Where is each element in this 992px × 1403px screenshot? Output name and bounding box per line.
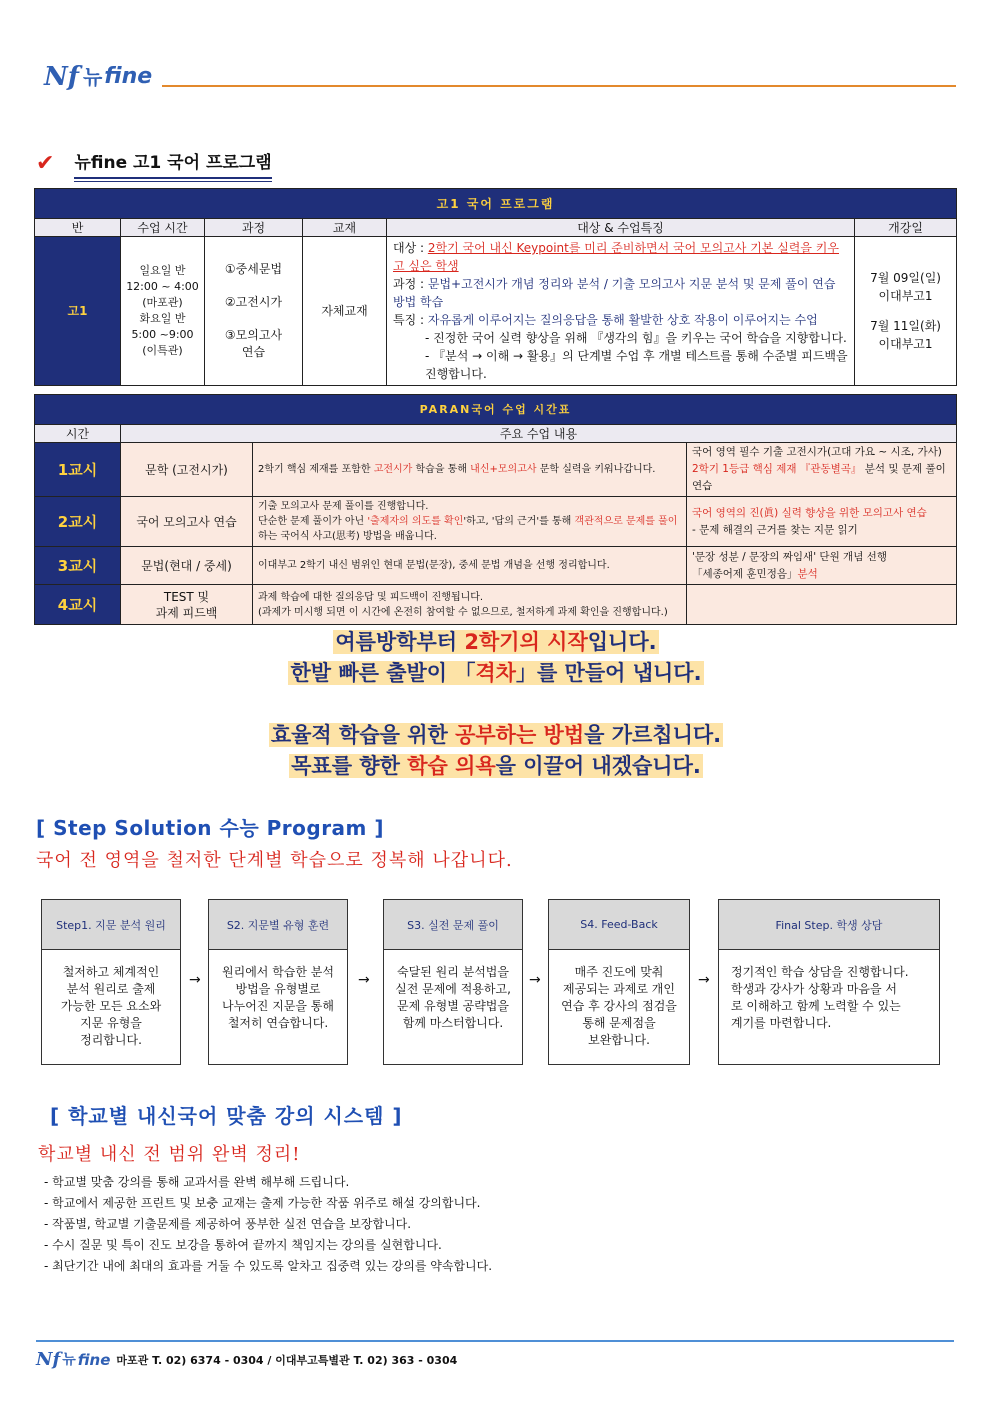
schedule-line: (마포관) <box>142 296 183 309</box>
slogan-highlight <box>288 661 703 685</box>
course-label: 과정 : <box>393 277 428 291</box>
col-header: 수업 시간 <box>121 219 205 237</box>
slogan-text: 을 이끌어 내겠습니다. <box>495 754 701 778</box>
course-list <box>205 237 303 386</box>
slogan-emphasis: 격차 <box>475 661 516 685</box>
section-title-text: 뉴fine 고1 국어 프로그램 <box>74 148 271 179</box>
footer-divider <box>36 1340 954 1342</box>
class-name: 고1 <box>35 237 121 386</box>
period-cell: 4교시 <box>35 585 121 625</box>
brand-logo <box>44 58 152 92</box>
step-line: 원리에서 학습한 분석 <box>222 965 334 979</box>
course-item: ①중세문법 <box>224 262 283 276</box>
header-divider <box>162 85 956 87</box>
schedule-line: 12:00 ~ 4:00 <box>126 280 199 293</box>
note-highlight: 국어 영역의 진(眞) 실력 향상을 위한 모의고사 연습 <box>692 506 927 519</box>
open-date: 7월 11일(화) <box>870 319 941 333</box>
slogan-text: 」를 만들어 냅니다. <box>515 661 702 685</box>
subject-line: 과제 피드백 <box>155 605 218 620</box>
course-text: 문법+고전시가 개념 정리와 분석 / 기출 모의고사 지문 분석 및 문제 풀이 연습 방법 학습 <box>393 277 836 309</box>
step-line: 지문 유형을 <box>80 1016 142 1030</box>
content-text: (과제가 미시행 되면 이 시간에 온전히 참여할 수 없으므로, 철저하게 과제 확인을 진행합니다.) <box>258 606 668 618</box>
subject-line: TEST 및 <box>163 589 210 604</box>
timetable-header <box>35 425 957 443</box>
table-row <box>35 497 957 547</box>
content-highlight: 고전시가 <box>373 464 413 475</box>
step-box-2 <box>208 899 348 1065</box>
slogan-line-3 <box>0 719 992 749</box>
note-text: '문장 성분 / 문장의 짜임새' 단원 개념 선행 <box>692 550 887 563</box>
content-text: 문학 실력을 키워나갑니다. <box>536 464 656 475</box>
step-line: 철저하고 체계적인 <box>62 965 160 979</box>
target-line <box>393 239 848 275</box>
slogan-emphasis: 공부하는 방법 <box>455 723 585 747</box>
page-footer <box>36 1350 457 1370</box>
step-line: 철저히 연습합니다. <box>227 1016 329 1030</box>
step-line: 방법을 유형별로 <box>235 982 321 996</box>
slogan-line-2 <box>0 657 992 687</box>
step-head: S4. Feed-Back <box>549 900 689 950</box>
arrow-right-icon: → <box>698 972 710 988</box>
schedule-line: 5:00 ~9:00 <box>131 328 194 341</box>
list-item: - 학교에서 제공한 프린트 및 보충 교재는 출제 가능한 작품 위주로 해설 강의합니다. <box>44 1196 481 1210</box>
step-body <box>719 950 939 1032</box>
logo-korean: 뉴 <box>82 65 103 89</box>
list-item: - 수시 질문 및 특이 진도 보강을 통하여 끝까지 책임지는 강의를 실현합니다. <box>44 1238 442 1252</box>
program-table <box>34 188 957 386</box>
step-line: 숙달된 원리 분석법을 <box>397 965 509 979</box>
slogan-emphasis: 학습 의욕 <box>407 754 496 778</box>
slogan-emphasis: 2학기의 시작 <box>464 630 588 654</box>
content-cell: 이대부고 2학기 내신 범위인 현대 문법(문장), 중세 문법 개념을 선행 정리합니다. <box>253 547 687 585</box>
note-text: 분석 및 문제 풀이 연습 <box>692 463 946 492</box>
arrow-right-icon: → <box>189 972 201 988</box>
course-item: 연습 <box>241 345 266 359</box>
content-text: 학습을 통해 <box>412 464 471 475</box>
content-text: 2학기 핵심 제재를 포함한 <box>258 464 374 475</box>
course-item: ②고전시가 <box>224 295 283 309</box>
schedule-line: 화요일 반 <box>139 312 186 325</box>
program-table-header <box>35 219 957 237</box>
page-header <box>44 58 956 92</box>
content-highlight: 객관적으로 문제를 풀이 <box>574 516 678 527</box>
content-text: 기출 모의고사 문제 풀이를 진행합니다. <box>258 501 429 512</box>
class-schedule <box>121 237 205 386</box>
subject-cell: 문법(현대 / 중세) <box>121 547 253 585</box>
content-line <box>258 514 681 544</box>
col-header: 개강일 <box>855 219 957 237</box>
step-box-3 <box>383 899 523 1065</box>
step-head: Step1. 지문 분석 원리 <box>42 900 180 950</box>
open-date: 7월 09일(일) <box>870 271 941 285</box>
step-body <box>384 950 522 1032</box>
step-head: S2. 지문별 유형 훈련 <box>209 900 347 950</box>
program-description <box>387 237 855 386</box>
step-body <box>549 950 689 1049</box>
slogan-highlight <box>289 754 703 778</box>
table-row <box>35 585 957 625</box>
course-line <box>393 275 848 311</box>
step-line: 계기를 마련합니다. <box>731 1016 832 1030</box>
timetable-caption: PARAN국어 수업 시간표 <box>35 395 957 425</box>
note-cell <box>687 585 957 625</box>
content-cell <box>253 443 687 497</box>
step-line: 함께 마스터합니다. <box>402 1016 504 1030</box>
timetable <box>34 394 957 625</box>
step-line: 제공되는 과제로 개인 <box>563 982 675 996</box>
slogan-highlight <box>269 723 723 747</box>
subject-cell: 문학 (고전시가) <box>121 443 253 497</box>
step-line: 나누어진 지문을 통해 <box>222 999 334 1013</box>
slogan-text: 입니다. <box>587 630 657 654</box>
note-highlight: 2학기 1등급 핵심 제재 『관동별곡』 <box>692 463 862 475</box>
subject-cell <box>121 585 253 625</box>
step-line: 매주 진도에 맞춰 <box>574 965 664 979</box>
subject-cell: 국어 모의고사 연습 <box>121 497 253 547</box>
content-highlight: '출제자의 의도를 확인 <box>367 516 464 527</box>
step-box-1 <box>41 899 181 1065</box>
section-title <box>36 148 272 179</box>
footer-logo-english: fine <box>77 1351 111 1369</box>
note-cell <box>687 497 957 547</box>
slogan-text: 효율적 학습을 위한 <box>270 723 456 747</box>
footer-logo-mark: Nf <box>36 1349 61 1370</box>
slogan-line-4 <box>0 750 992 780</box>
col-header: 주요 수업 내용 <box>121 425 957 443</box>
content-text: 과제 학습에 대한 질의응답 및 피드백이 진행됩니다. <box>258 591 484 603</box>
footer-logo-korean: 뉴 <box>62 1352 76 1368</box>
school-system-title: [ 학교별 내신국어 맞춤 강의 시스템 ] <box>50 1104 403 1128</box>
arrow-right-icon: → <box>358 972 370 988</box>
content-text: '하고, '답의 근거'를 통해 <box>463 516 575 527</box>
feature-detail: - 『분석 → 이해 → 활용』의 단계별 수업 후 개별 테스트를 통해 수준별 피드백을 진행합니다. <box>425 349 848 381</box>
check-icon: ✔ <box>36 151 55 176</box>
content-text: 하는 국어식 사고(思考) 방법을 배웁니다. <box>258 531 437 542</box>
slogan-text: 을 가르칩니다. <box>584 723 722 747</box>
slogan-text: 여름방학부터 <box>335 630 465 654</box>
logo-mark: Nf <box>44 62 79 92</box>
textbook: 자체교재 <box>303 237 387 386</box>
period-cell: 2교시 <box>35 497 121 547</box>
step-solution-title: [ Step Solution 수능 Program ] <box>36 816 384 840</box>
step-head: S3. 실전 문제 풀이 <box>384 900 522 950</box>
note-highlight: 분석 <box>797 567 818 580</box>
period-cell: 3교시 <box>35 547 121 585</box>
course-item: ③모의고사 <box>224 328 283 342</box>
footer-contact: 마포관 T. 02) 6374 - 0304 / 이대부고특별관 T. 02) 363 - 0304 <box>116 1354 458 1367</box>
step-line: 실전 문제에 적용하고, <box>395 982 511 996</box>
schedule-line: 일요일 반 <box>139 264 186 277</box>
table-row <box>35 443 957 497</box>
schedule-line: (이특관) <box>142 344 183 357</box>
list-item: - 최단기간 내에 최대의 효과를 거둘 수 있도록 알차고 집중력 있는 강의를 약속합니다. <box>44 1259 493 1273</box>
table-row <box>35 547 957 585</box>
content-cell <box>253 585 687 625</box>
step-line: 가능한 모든 요소와 <box>60 999 162 1013</box>
target-text: 2학기 국어 내신 Keypoint를 미리 준비하면서 국어 모의고사 기본 실력을 키우고 싶은 학생 <box>393 241 839 273</box>
feature-line <box>393 311 848 329</box>
arrow-right-icon: → <box>529 972 541 988</box>
col-header: 과정 <box>205 219 303 237</box>
step-line: 정리합니다. <box>80 1033 142 1047</box>
content-text: 단순한 문제 풀이가 아닌 <box>258 516 368 527</box>
feature-detail: - 진정한 국어 실력 향상을 위해 『생각의 힘』을 키우는 국어 학습을 지향합니다. <box>425 331 847 345</box>
slogan-text: 한발 빠른 출발이 「 <box>290 661 476 685</box>
step-line: 문제 유형별 공략법을 <box>397 999 509 1013</box>
note-text: - 문제 해결의 근거를 찾는 지문 읽기 <box>692 523 858 536</box>
step-line: 학생과 강사가 상황과 마음을 서 <box>731 982 897 996</box>
school-system-list <box>44 1172 492 1277</box>
note-cell <box>687 443 957 497</box>
step-line: 분석 원리로 출제 <box>66 982 156 996</box>
period-cell: 1교시 <box>35 443 121 497</box>
step-line: 연습 후 강사의 점검을 <box>561 999 677 1013</box>
feature-label: 특징 : <box>393 313 428 327</box>
step-solution-subtitle: 국어 전 영역을 철저한 단계별 학습으로 정복해 나갑니다. <box>36 850 513 871</box>
step-body <box>42 950 180 1049</box>
note-text: 「세종어제 훈민정음」 <box>692 567 798 580</box>
open-dates <box>855 237 957 386</box>
list-item: - 작품별, 학교별 기출문제를 제공하여 풍부한 실전 연습을 보장합니다. <box>44 1217 412 1231</box>
step-line: 정기적인 학습 상담을 진행합니다. <box>731 965 909 979</box>
open-place: 이대부고1 <box>878 289 933 303</box>
step-box-final <box>718 899 940 1065</box>
open-place: 이대부고1 <box>878 337 933 351</box>
note-cell <box>687 547 957 585</box>
target-label: 대상 : <box>393 241 428 255</box>
col-header: 교재 <box>303 219 387 237</box>
col-header: 대상 & 수업특징 <box>387 219 855 237</box>
step-line: 보완합니다. <box>588 1033 650 1047</box>
slogan-text: 목표를 향한 <box>291 754 408 778</box>
program-table-caption: 고1 국어 프로그램 <box>35 189 957 219</box>
slogan-line-1 <box>0 626 992 656</box>
content-cell <box>253 497 687 547</box>
content-highlight: 내신+모의고사 <box>470 464 537 475</box>
col-header: 반 <box>35 219 121 237</box>
program-row <box>35 237 957 386</box>
step-line: 로 이해하고 함께 노력할 수 있는 <box>731 999 901 1013</box>
step-body <box>209 950 347 1032</box>
col-header: 시간 <box>35 425 121 443</box>
school-system-subtitle: 학교별 내신 전 범위 완벽 정리! <box>38 1144 301 1165</box>
note-text: 국어 영역 필수 기출 고전시가(고대 가요 ~ 시조, 가사) <box>692 446 942 458</box>
step-box-4 <box>548 899 690 1065</box>
slogan-highlight <box>333 630 658 654</box>
step-line: 통해 문제점을 <box>582 1016 656 1030</box>
step-head: Final Step. 학생 상담 <box>719 900 939 950</box>
list-item: - 학교별 맞춤 강의를 통해 교과서를 완벽 해부해 드립니다. <box>44 1175 350 1189</box>
logo-english: fine <box>104 64 153 89</box>
feature-text: 자유롭게 이루어지는 질의응답을 통해 활발한 상호 작용이 이루어지는 수업 <box>427 313 818 327</box>
